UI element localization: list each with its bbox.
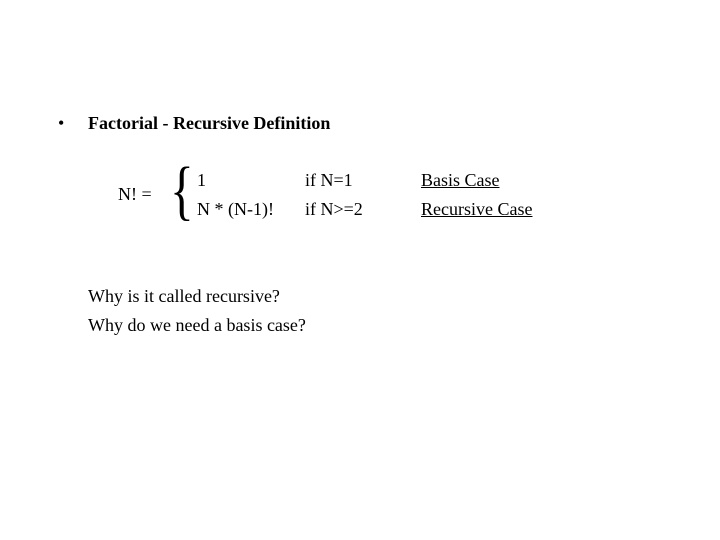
case-1-value: 1 [197,170,206,190]
heading-text: Factorial - Recursive Definition [88,113,331,133]
question-1: Why is it called recursive? [88,286,280,306]
case-1-note: Basis Case [421,170,500,190]
bullet-heading [58,113,330,134]
definition-lhs: N! = [118,184,152,204]
case-2-condition: if N>=2 [305,199,363,219]
case-1-condition: if N=1 [305,170,353,190]
left-brace: { [170,154,194,227]
case-2-value: N * (N-1)! [197,199,274,219]
case-2-note: Recursive Case [421,199,533,219]
question-2: Why do we need a basis case? [88,315,306,335]
bullet-icon: • [58,113,65,133]
